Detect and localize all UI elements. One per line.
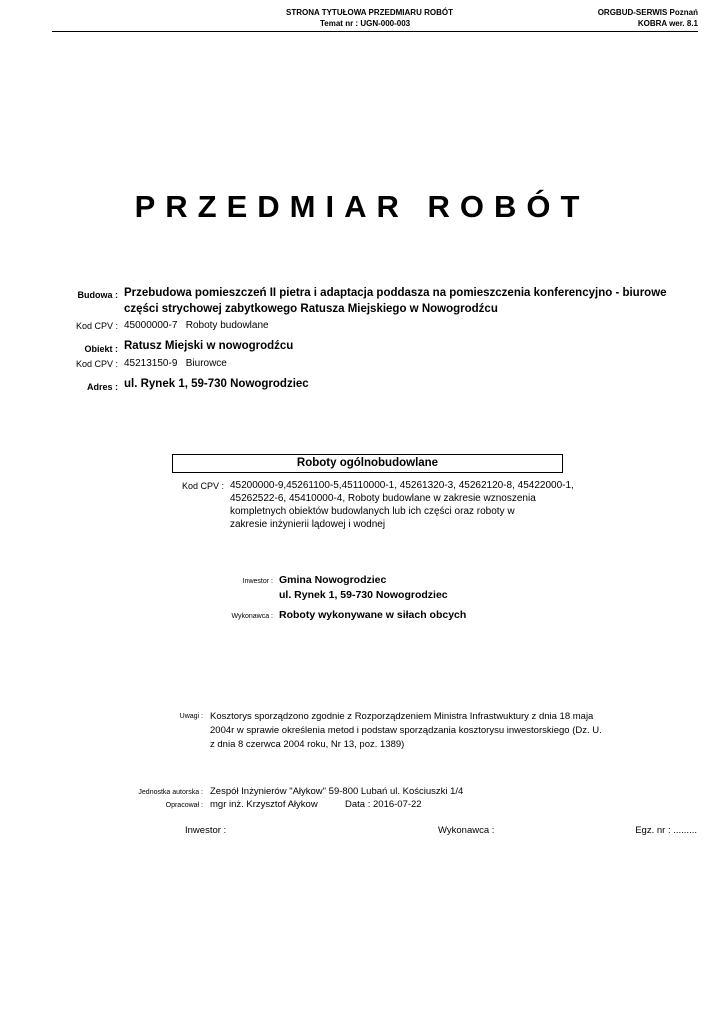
works-line4: zakresie inżynierii lądowej i wodnej	[230, 519, 386, 530]
uwagi-line3: z dnia 8 czerwca 2004 roku, Nr 13, poz. 1389)	[210, 739, 405, 750]
header-doc-title: STRONA TYTUŁOWA PRZEDMIARU ROBÓT	[286, 8, 453, 17]
adres-label: Adres :	[86, 382, 118, 392]
jednostka-value: Zespół Inżynierów "Ałykow" 59-800 Lubań ul. Kościuszki 1/4	[210, 786, 464, 797]
data-label: Data :	[345, 799, 371, 810]
wykonawca-label: Wykonawca :	[231, 613, 273, 620]
uwagi-line1: Kosztorys sporządzono zgodnie z Rozporządzeniem Ministra Infrastwuktury z dnia 18 maja	[210, 711, 594, 722]
header-rule	[52, 31, 698, 32]
uwagi-label: Uwagi :	[179, 713, 203, 720]
works-line2: 45262522-6, 45410000-4, Roboty budowlane w zakresie wznoszenia	[230, 493, 536, 504]
budowa-cpv-code: 45000000-7	[124, 320, 178, 331]
inwestor-line2: ul. Rynek 1, 59-730 Nowogrodziec	[279, 589, 448, 601]
obiekt-cpv	[124, 358, 227, 369]
data-value: 2016-07-22	[373, 799, 422, 810]
works-cpv-label: Kod CPV :	[181, 481, 224, 491]
header-subject	[320, 19, 410, 29]
adres-value: ul. Rynek 1, 59-730 Nowogrodziec	[124, 378, 309, 390]
footer-egz	[635, 825, 697, 836]
data-field	[345, 799, 422, 810]
opracowal-label: Opracował :	[165, 802, 203, 809]
obiekt-value: Ratusz Miejski w nowogrodźcu	[124, 340, 294, 352]
header-software: KOBRA wer. 8.1	[637, 19, 698, 28]
budowa-cpv-label: Kod CPV :	[75, 321, 118, 331]
footer-egz-label: Egz. nr :	[635, 825, 671, 836]
works-line3: kompletnych obiektów budowlanych lub ich części oraz roboty w	[230, 506, 515, 517]
wykonawca-value: Roboty wykonywane w siłach obcych	[279, 609, 467, 621]
header-subject-value: UGN-000-003	[360, 19, 411, 28]
page-title: PRZEDMIAR ROBÓT	[134, 189, 590, 224]
obiekt-label: Obiekt :	[84, 344, 118, 354]
footer-egz-value: .........	[673, 825, 697, 836]
obiekt-cpv-label: Kod CPV :	[75, 359, 118, 369]
footer-wykonawca-label: Wykonawca :	[438, 825, 495, 836]
obiekt-cpv-code: 45213150-9	[124, 358, 178, 369]
inwestor-line1: Gmina Nowogrodziec	[279, 574, 387, 586]
header-company: ORGBUD-SERWIS Poznań	[597, 8, 698, 17]
budowa-cpv	[124, 320, 269, 331]
works-line1: 45200000-9,45261100-5,45110000-1, 45261320-3, 45262120-8, 45422000-1,	[230, 480, 574, 491]
jednostka-label: Jednostka autorska :	[138, 789, 203, 796]
opracowal-value: mgr inż. Krzysztof Ałykow	[210, 799, 318, 810]
works-title-box: Roboty ogólnobudowlane	[172, 454, 563, 473]
budowa-label: Budowa :	[77, 290, 118, 300]
footer-inwestor-label: Inwestor :	[185, 825, 227, 836]
uwagi-line2: 2004r w sprawie określenia metod i podstaw sporządzania kosztorysu inwestorskiego (Dz. U.	[210, 725, 602, 736]
budowa-line2: części strychowej zabytkowego Ratusza Miejskiego w Nowogrodźcu	[124, 303, 498, 315]
budowa-line1: Przebudowa pomieszczeń II pietra i adaptacja poddasza na pomieszczenia konferencyjno - biurowe	[124, 287, 667, 299]
inwestor-label: Inwestor :	[242, 578, 273, 585]
budowa-cpv-desc: Roboty budowlane	[185, 320, 269, 331]
obiekt-cpv-desc: Biurowce	[185, 358, 227, 369]
header-subject-label: Temat nr :	[320, 19, 359, 28]
